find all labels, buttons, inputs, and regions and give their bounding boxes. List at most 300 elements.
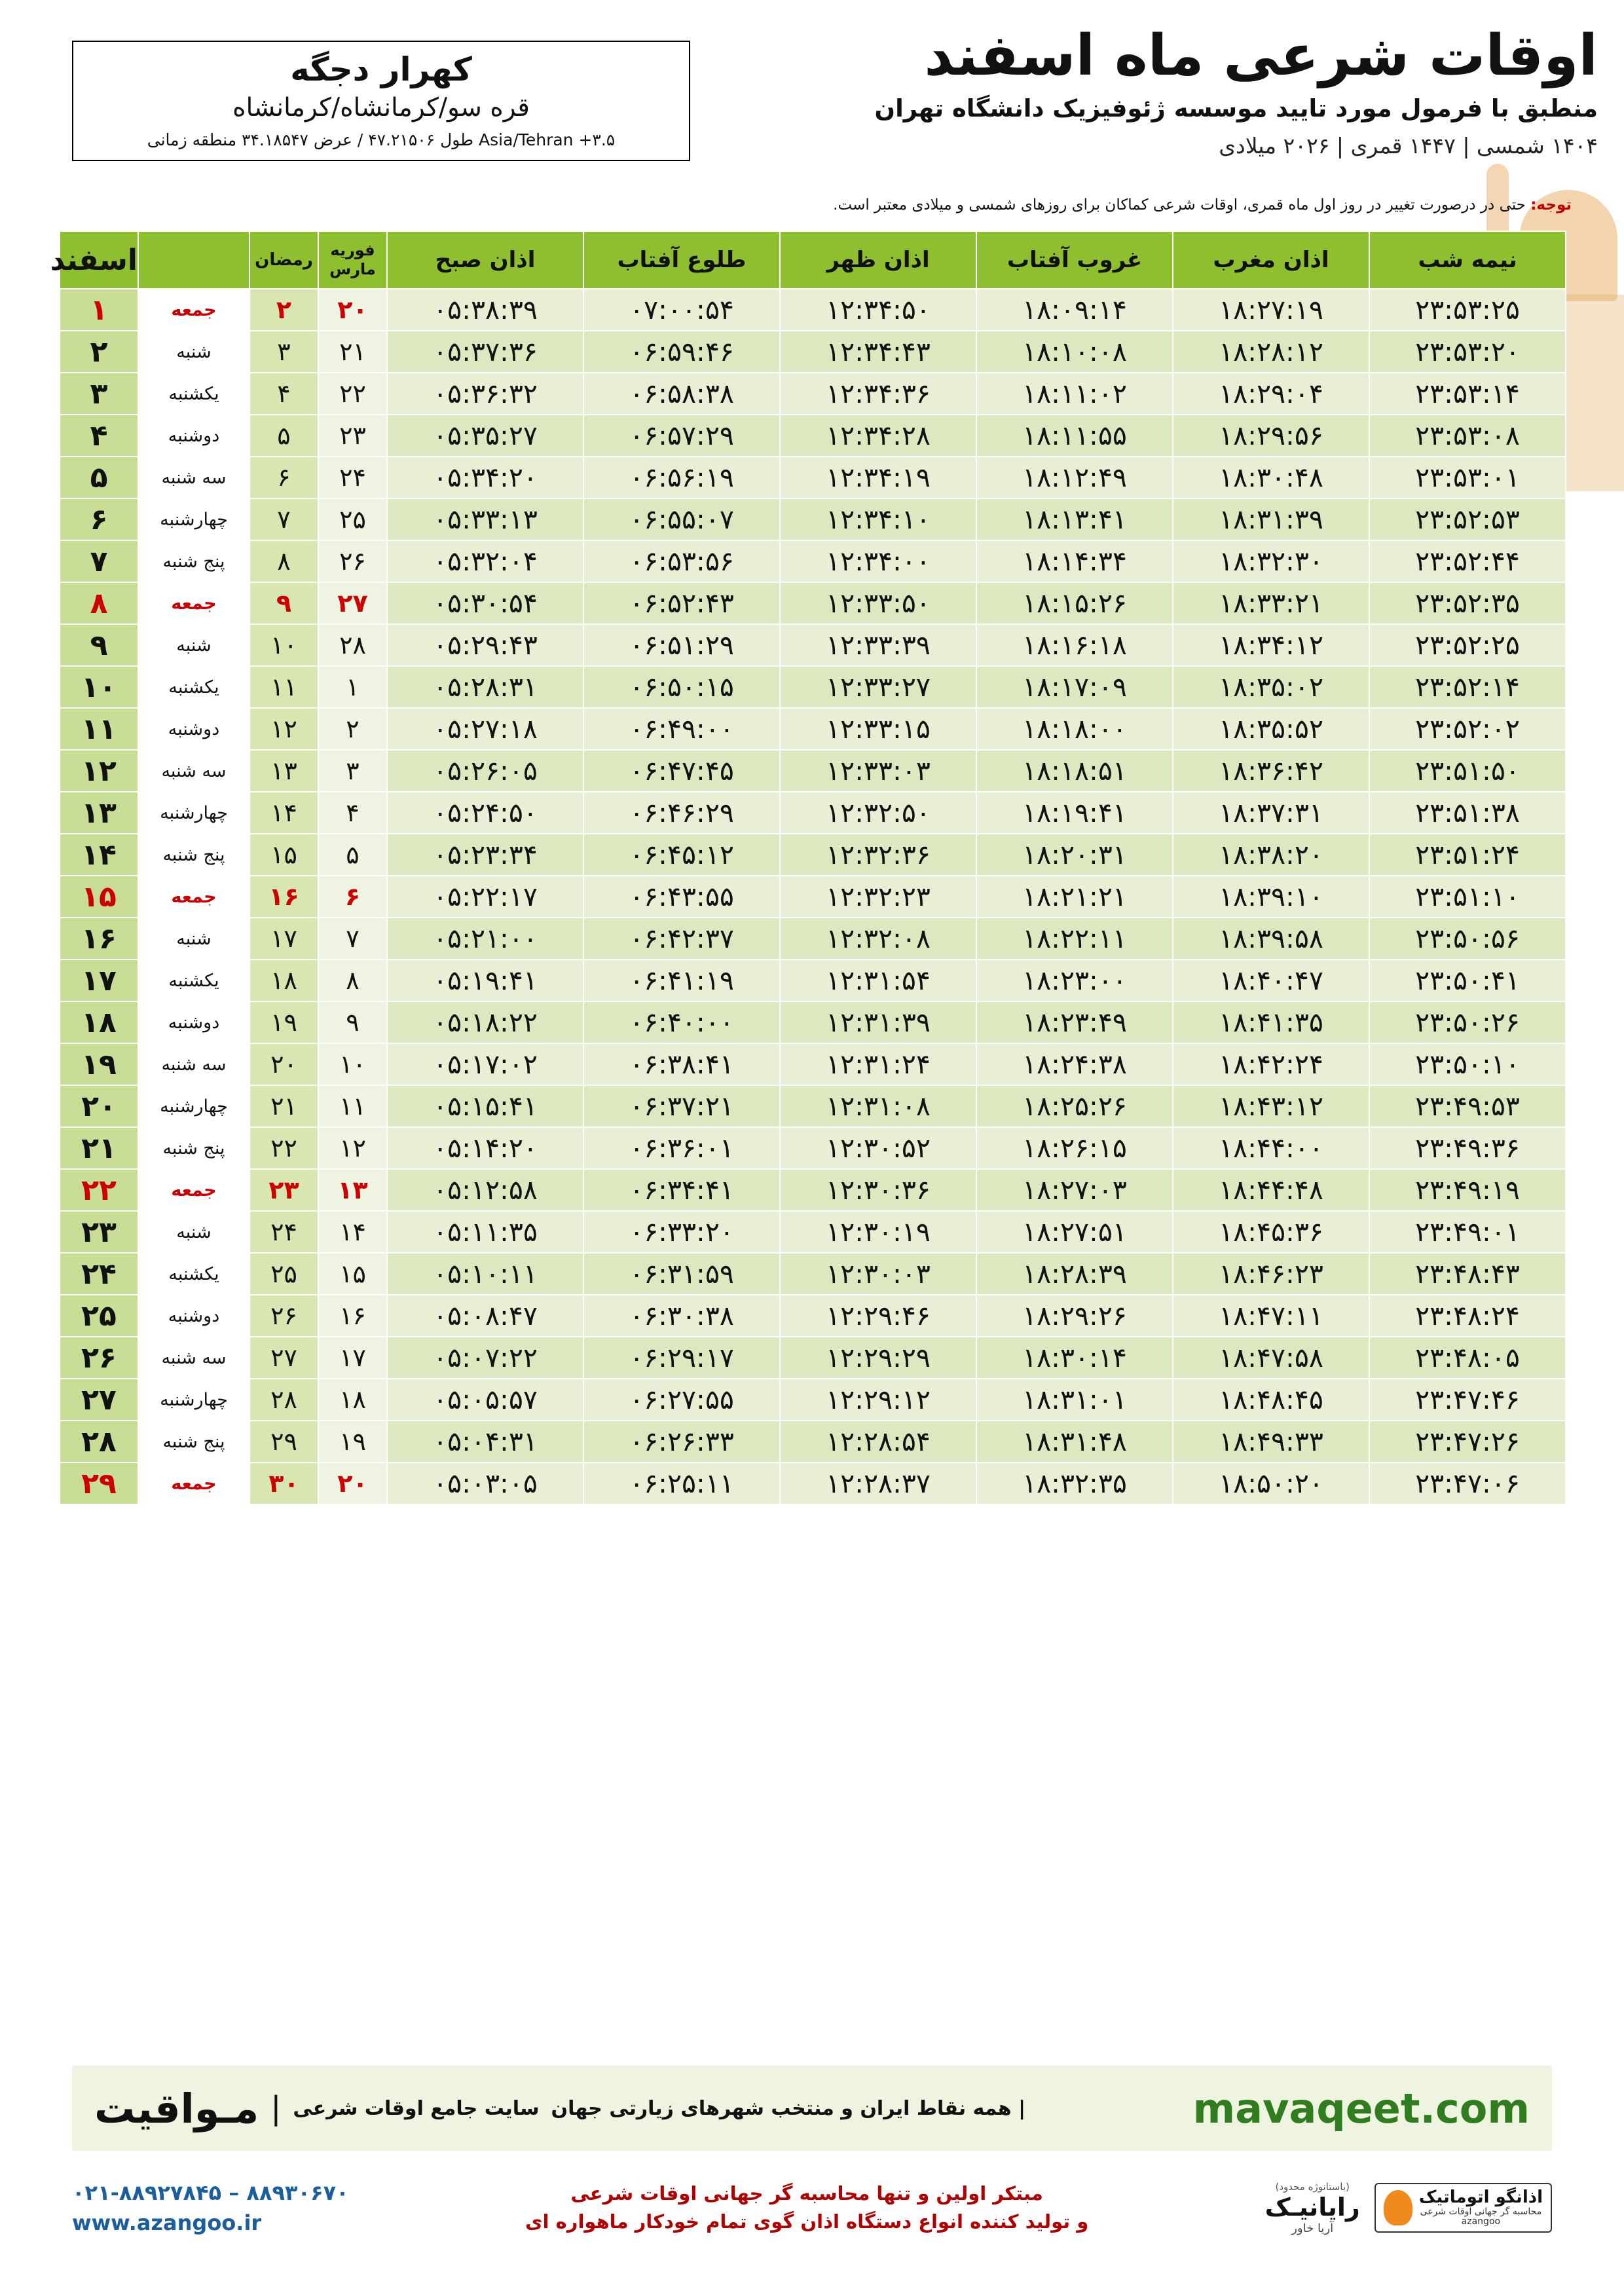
cell-sunset: ۱۸:۲۴:۳۸ [976,1043,1173,1085]
cell-midnight: ۲۳:۵۰:۵۶ [1369,918,1566,959]
cell-weekday: پنج شنبه [138,1421,249,1462]
cell-gregorian: ۳ [318,750,387,792]
cell-hijri: ۱۶ [249,876,318,918]
cell-fajr: ۰۵:۳۲:۰۴ [387,540,583,582]
cell-hijri: ۱۳ [249,750,318,792]
cell-sunset: ۱۸:۲۹:۲۶ [976,1295,1173,1337]
note-label: توجه: [1530,196,1572,214]
footer-website[interactable]: www.azangoo.ir [72,2210,262,2235]
table-row [60,1001,1566,1043]
cell-day-number: ۶ [60,498,138,540]
cell-sunrise: ۰۶:۲۵:۱۱ [583,1462,780,1504]
cell-sunrise: ۰۶:۳۰:۳۸ [583,1295,780,1337]
cell-fajr: ۰۵:۰۴:۳۱ [387,1421,583,1462]
cell-day-number: ۱۶ [60,918,138,959]
rayaneek-logo-top: (باستانوژه محدود) [1275,2180,1350,2193]
table-row [60,918,1566,959]
cell-maghrib: ۱۸:۴۴:۴۸ [1173,1169,1369,1211]
cell-gregorian: ۱۵ [318,1253,387,1295]
cell-fajr: ۰۵:۳۷:۳۶ [387,331,583,373]
table-row [60,959,1566,1001]
cell-day-number: ۲۶ [60,1337,138,1379]
cell-sunset: ۱۸:۱۸:۵۱ [976,750,1173,792]
cell-gregorian: ۲۶ [318,540,387,582]
cell-sunrise: ۰۶:۲۹:۱۷ [583,1337,780,1379]
prayer-times-table-wrap [50,231,1566,1505]
location-parent: قره سو/کرمانشاه/کرمانشاه [232,92,530,122]
cell-midnight: ۲۳:۵۲:۳۵ [1369,582,1566,624]
cell-fajr: ۰۵:۳۰:۵۴ [387,582,583,624]
cell-hijri: ۲۵ [249,1253,318,1295]
cell-weekday: سه شنبه [138,1043,249,1085]
cell-gregorian: ۱۸ [318,1379,387,1421]
cell-noon: ۱۲:۳۴:۴۳ [780,331,976,373]
cell-weekday: سه شنبه [138,1337,249,1379]
location-coordinates: طول ۴۷.۲۱۵۰۶ / عرض ۳۴.۱۸۵۴۷ منطقه زمانی Asia/Tehran +۳.۵ [147,130,616,149]
cell-midnight: ۲۳:۵۲:۲۵ [1369,624,1566,666]
cell-sunrise: ۰۶:۲۶:۳۳ [583,1421,780,1462]
cell-weekday: شنبه [138,624,249,666]
cell-day-number: ۲۵ [60,1295,138,1337]
cell-weekday: پنج شنبه [138,834,249,876]
cell-day-number: ۲۴ [60,1253,138,1295]
cell-sunset: ۱۸:۱۱:۵۵ [976,415,1173,456]
cell-sunrise: ۰۶:۵۰:۱۵ [583,666,780,708]
cell-weekday: چهارشنبه [138,1379,249,1421]
rayaneek-logo[interactable] [1265,2181,1360,2235]
cell-sunset: ۱۸:۳۲:۳۵ [976,1462,1173,1504]
cell-sunset: ۱۸:۲۷:۵۱ [976,1211,1173,1253]
cell-noon: ۱۲:۲۹:۲۹ [780,1337,976,1379]
cell-fajr: ۰۵:۲۹:۴۳ [387,624,583,666]
cell-sunset: ۱۸:۱۷:۰۹ [976,666,1173,708]
col-esfand: اسفند [60,231,138,289]
cell-sunset: ۱۸:۳۱:۴۸ [976,1421,1173,1462]
page-title: اوقات شرعی ماه اسفند [924,23,1598,88]
cell-day-number: ۳ [60,373,138,415]
cell-sunset: ۱۸:۳۰:۱۴ [976,1337,1173,1379]
cell-day-number: ۲ [60,331,138,373]
cell-maghrib: ۱۸:۳۵:۰۲ [1173,666,1369,708]
cell-sunrise: ۰۷:۰۰:۵۴ [583,289,780,331]
cell-midnight: ۲۳:۴۸:۴۳ [1369,1253,1566,1295]
cell-maghrib: ۱۸:۳۶:۴۲ [1173,750,1369,792]
cell-fajr: ۰۵:۳۸:۳۹ [387,289,583,331]
cell-weekday: شنبه [138,918,249,959]
azangoo-logo-text [1419,2188,1543,2227]
cell-weekday: جمعه [138,582,249,624]
cell-noon: ۱۲:۳۳:۱۵ [780,708,976,750]
cell-sunrise: ۰۶:۳۱:۵۹ [583,1253,780,1295]
cell-fajr: ۰۵:۱۸:۲۲ [387,1001,583,1043]
cell-noon: ۱۲:۳۰:۳۶ [780,1169,976,1211]
brand-separator: | [270,2090,282,2127]
cell-midnight: ۲۳:۴۷:۴۶ [1369,1379,1566,1421]
cell-gregorian: ۱۶ [318,1295,387,1337]
cell-sunset: ۱۸:۱۵:۲۶ [976,582,1173,624]
cell-sunrise: ۰۶:۴۲:۳۷ [583,918,780,959]
cell-maghrib: ۱۸:۴۶:۲۳ [1173,1253,1369,1295]
cell-fajr: ۰۵:۱۲:۵۸ [387,1169,583,1211]
col-midnight: نیمه شب [1369,231,1566,289]
cell-maghrib: ۱۸:۳۰:۴۸ [1173,456,1369,498]
cell-weekday: جمعه [138,1462,249,1504]
cell-midnight: ۲۳:۴۹:۱۹ [1369,1169,1566,1211]
cell-fajr: ۰۵:۲۱:۰۰ [387,918,583,959]
cell-maghrib: ۱۸:۴۲:۲۴ [1173,1043,1369,1085]
cell-fajr: ۰۵:۰۸:۴۷ [387,1295,583,1337]
cell-weekday: دوشنبه [138,415,249,456]
cell-noon: ۱۲:۳۱:۲۴ [780,1043,976,1085]
cell-weekday: شنبه [138,1211,249,1253]
page-header [0,0,1624,216]
cell-sunset: ۱۸:۲۲:۱۱ [976,918,1173,959]
cell-sunrise: ۰۶:۵۳:۵۶ [583,540,780,582]
cell-midnight: ۲۳:۵۱:۱۰ [1369,876,1566,918]
cell-gregorian: ۷ [318,918,387,959]
cell-noon: ۱۲:۲۹:۱۲ [780,1379,976,1421]
cell-gregorian: ۲۲ [318,373,387,415]
cell-gregorian: ۲ [318,708,387,750]
cell-hijri: ۵ [249,415,318,456]
cell-noon: ۱۲:۳۳:۲۷ [780,666,976,708]
cell-sunset: ۱۸:۲۶:۱۵ [976,1127,1173,1169]
cell-weekday: پنج شنبه [138,1127,249,1169]
cell-sunset: ۱۸:۲۷:۰۳ [976,1169,1173,1211]
cell-midnight: ۲۳:۵۱:۳۸ [1369,792,1566,834]
cell-day-number: ۲۲ [60,1169,138,1211]
cell-sunrise: ۰۶:۴۰:۰۰ [583,1001,780,1043]
cell-midnight: ۲۳:۵۰:۱۰ [1369,1043,1566,1085]
cell-day-number: ۲۱ [60,1127,138,1169]
cell-sunrise: ۰۶:۴۶:۲۹ [583,792,780,834]
cell-hijri: ۴ [249,373,318,415]
cell-sunset: ۱۸:۳۱:۰۱ [976,1379,1173,1421]
cell-noon: ۱۲:۲۸:۵۴ [780,1421,976,1462]
cell-sunset: ۱۸:۰۹:۱۴ [976,289,1173,331]
cell-maghrib: ۱۸:۲۸:۱۲ [1173,331,1369,373]
cell-maghrib: ۱۸:۴۳:۱۲ [1173,1085,1369,1127]
col-hijri: رمضان [249,231,318,289]
cell-fajr: ۰۵:۲۴:۵۰ [387,792,583,834]
table-header-row [60,231,1566,289]
cell-hijri: ۲۱ [249,1085,318,1127]
cell-maghrib: ۱۸:۳۹:۵۸ [1173,918,1369,959]
brand-desc: سایت جامع اوقات شرعی [293,2096,540,2120]
cell-day-number: ۲۰ [60,1085,138,1127]
cell-weekday: یکشنبه [138,959,249,1001]
cell-hijri: ۶ [249,456,318,498]
table-row [60,456,1566,498]
table-row [60,1379,1566,1421]
cell-day-number: ۹ [60,624,138,666]
cell-day-number: ۱۵ [60,876,138,918]
cell-day-number: ۷ [60,540,138,582]
cell-weekday: جمعه [138,289,249,331]
location-box [72,41,690,161]
cell-noon: ۱۲:۳۴:۱۰ [780,498,976,540]
cell-maghrib: ۱۸:۳۱:۳۹ [1173,498,1369,540]
cell-hijri: ۱۱ [249,666,318,708]
cell-sunrise: ۰۶:۵۸:۳۸ [583,373,780,415]
cell-midnight: ۲۳:۵۱:۵۰ [1369,750,1566,792]
cell-hijri: ۷ [249,498,318,540]
table-row [60,708,1566,750]
cell-noon: ۱۲:۳۱:۳۹ [780,1001,976,1043]
cell-noon: ۱۲:۳۴:۰۰ [780,540,976,582]
table-row [60,1295,1566,1337]
table-row [60,792,1566,834]
footer-slogan [525,2180,1088,2237]
brand-desc2: | همه نقاط ایران و منتخب شهرهای زیارتی جهان [551,2096,1026,2120]
cell-noon: ۱۲:۳۳:۰۳ [780,750,976,792]
cell-fajr: ۰۵:۱۵:۴۱ [387,1085,583,1127]
col-noon: اذان ظهر [780,231,976,289]
cell-fajr: ۰۵:۲۸:۳۱ [387,666,583,708]
cell-maghrib: ۱۸:۴۸:۴۵ [1173,1379,1369,1421]
cell-gregorian: ۲۳ [318,415,387,456]
table-row [60,289,1566,331]
footer-logos [1265,2181,1552,2235]
cell-weekday: دوشنبه [138,1001,249,1043]
footer-brand-bar [72,2066,1552,2151]
cell-maghrib: ۱۸:۲۹:۰۴ [1173,373,1369,415]
cell-sunset: ۱۸:۱۶:۱۸ [976,624,1173,666]
cell-sunset: ۱۸:۲۳:۴۹ [976,1001,1173,1043]
table-row [60,876,1566,918]
cell-day-number: ۱۴ [60,834,138,876]
cell-hijri: ۲۷ [249,1337,318,1379]
cell-gregorian: ۱۹ [318,1421,387,1462]
table-row [60,1211,1566,1253]
calendar-years: ۱۴۰۴ شمسی | ۱۴۴۷ قمری | ۲۰۲۶ میلادی [1219,133,1598,159]
cell-fajr: ۰۵:۳۴:۲۰ [387,456,583,498]
note-text: حتی در درصورت تغییر در روز اول ماه قمری، اوقات شرعی کماکان برای روزهای شمسی و میلادی معتبر است. [833,196,1526,214]
cell-midnight: ۲۳:۵۲:۰۲ [1369,708,1566,750]
cell-maghrib: ۱۸:۳۹:۱۰ [1173,876,1369,918]
cell-day-number: ۱۲ [60,750,138,792]
cell-day-number: ۲۸ [60,1421,138,1462]
cell-hijri: ۱۲ [249,708,318,750]
cell-gregorian: ۲۰ [318,1462,387,1504]
cell-fajr: ۰۵:۱۷:۰۲ [387,1043,583,1085]
cell-midnight: ۲۳:۵۰:۲۶ [1369,1001,1566,1043]
cell-sunset: ۱۸:۲۰:۳۱ [976,834,1173,876]
cell-hijri: ۱۹ [249,1001,318,1043]
cell-sunrise: ۰۶:۵۶:۱۹ [583,456,780,498]
azangoo-logo-sub: محاسبه گر جهانی اوقات شرعی [1420,2206,1542,2217]
cell-gregorian: ۶ [318,876,387,918]
cell-day-number: ۱۸ [60,1001,138,1043]
cell-weekday: چهارشنبه [138,498,249,540]
cell-sunrise: ۰۶:۴۹:۰۰ [583,708,780,750]
cell-weekday: یکشنبه [138,373,249,415]
cell-fajr: ۰۵:۲۷:۱۸ [387,708,583,750]
cell-hijri: ۹ [249,582,318,624]
cell-midnight: ۲۳:۴۷:۲۶ [1369,1421,1566,1462]
cell-hijri: ۱۴ [249,792,318,834]
page-subtitle: منطبق با فرمول مورد تایید موسسه ژئوفیزیک دانشگاه تهران [874,94,1598,123]
cell-midnight: ۲۳:۵۳:۰۱ [1369,456,1566,498]
cell-weekday: سه شنبه [138,456,249,498]
cell-sunrise: ۰۶:۴۷:۴۵ [583,750,780,792]
cell-gregorian: ۲۵ [318,498,387,540]
cell-gregorian: ۲۴ [318,456,387,498]
cell-sunset: ۱۸:۲۱:۲۱ [976,876,1173,918]
cell-sunrise: ۰۶:۵۷:۲۹ [583,415,780,456]
cell-hijri: ۱۸ [249,959,318,1001]
cell-day-number: ۱۱ [60,708,138,750]
cell-maghrib: ۱۸:۴۴:۰۰ [1173,1127,1369,1169]
cell-noon: ۱۲:۳۴:۲۸ [780,415,976,456]
cell-hijri: ۲۹ [249,1421,318,1462]
azangoo-logo[interactable] [1375,2183,1552,2232]
cell-sunrise: ۰۶:۳۷:۲۱ [583,1085,780,1127]
cell-gregorian: ۱۰ [318,1043,387,1085]
cell-gregorian: ۵ [318,834,387,876]
cell-day-number: ۴ [60,415,138,456]
cell-fajr: ۰۵:۳۶:۳۲ [387,373,583,415]
cell-weekday: یکشنبه [138,1253,249,1295]
table-row [60,834,1566,876]
rayaneek-logo-title: رایانیـک [1264,2192,1360,2222]
col-weekday [138,231,249,289]
cell-sunset: ۱۸:۱۹:۴۱ [976,792,1173,834]
cell-hijri: ۱۷ [249,918,318,959]
cell-maghrib: ۱۸:۳۷:۳۱ [1173,792,1369,834]
cell-hijri: ۲۲ [249,1127,318,1169]
cell-fajr: ۰۵:۰۵:۵۷ [387,1379,583,1421]
cell-weekday: چهارشنبه [138,792,249,834]
cell-hijri: ۲۸ [249,1379,318,1421]
cell-maghrib: ۱۸:۲۹:۵۶ [1173,415,1369,456]
cell-fajr: ۰۵:۳۵:۲۷ [387,415,583,456]
cell-fajr: ۰۵:۱۱:۳۵ [387,1211,583,1253]
table-row [60,373,1566,415]
cell-day-number: ۲۹ [60,1462,138,1504]
azangoo-logo-en: azangoo [1461,2216,1501,2227]
cell-midnight: ۲۳:۵۲:۵۳ [1369,498,1566,540]
cell-midnight: ۲۳:۴۷:۰۶ [1369,1462,1566,1504]
cell-sunset: ۱۸:۱۰:۰۸ [976,331,1173,373]
cell-midnight: ۲۳:۵۳:۲۵ [1369,289,1566,331]
table-row [60,582,1566,624]
cell-hijri: ۲۰ [249,1043,318,1085]
cell-sunset: ۱۸:۱۲:۴۹ [976,456,1173,498]
cell-gregorian: ۲۷ [318,582,387,624]
table-body [60,289,1566,1504]
col-fajr: اذان صبح [387,231,583,289]
cell-gregorian: ۱۴ [318,1211,387,1253]
cell-noon: ۱۲:۳۴:۵۰ [780,289,976,331]
cell-sunrise: ۰۶:۴۵:۱۲ [583,834,780,876]
cell-sunrise: ۰۶:۳۸:۴۱ [583,1043,780,1085]
cell-midnight: ۲۳:۵۱:۲۴ [1369,834,1566,876]
cell-noon: ۱۲:۳۰:۵۲ [780,1127,976,1169]
cell-noon: ۱۲:۳۴:۳۶ [780,373,976,415]
cell-midnight: ۲۳:۵۰:۴۱ [1369,959,1566,1001]
cell-maghrib: ۱۸:۳۸:۲۰ [1173,834,1369,876]
cell-midnight: ۲۳:۴۹:۵۳ [1369,1085,1566,1127]
table-row [60,1462,1566,1504]
cell-noon: ۱۲:۳۲:۳۶ [780,834,976,876]
brand-name-fa: مـواقیت [94,2084,259,2132]
azangoo-logo-title: اذانگو اتوماتیک [1418,2187,1543,2208]
cell-day-number: ۱۰ [60,666,138,708]
cell-sunrise: ۰۶:۵۹:۴۶ [583,331,780,373]
cell-sunrise: ۰۶:۴۳:۵۵ [583,876,780,918]
cell-hijri: ۲۶ [249,1295,318,1337]
table-row [60,1043,1566,1085]
cell-gregorian: ۸ [318,959,387,1001]
footer-info-bar [72,2159,1552,2257]
cell-maghrib: ۱۸:۴۹:۳۳ [1173,1421,1369,1462]
cell-noon: ۱۲:۳۲:۵۰ [780,792,976,834]
title-block [792,23,1598,159]
cell-gregorian: ۱۳ [318,1169,387,1211]
cell-hijri: ۲۴ [249,1211,318,1253]
cell-gregorian: ۱۲ [318,1127,387,1169]
table-row [60,666,1566,708]
site-url[interactable]: mavaqeet.com [1192,2084,1530,2132]
cell-fajr: ۰۵:۱۹:۴۱ [387,959,583,1001]
footer-contact [72,2178,349,2239]
table-row [60,750,1566,792]
table-row [60,1085,1566,1127]
brand-group [94,2085,1025,2132]
cell-gregorian: ۴ [318,792,387,834]
cell-sunrise: ۰۶:۲۷:۵۵ [583,1379,780,1421]
cell-sunrise: ۰۶:۵۵:۰۷ [583,498,780,540]
cell-day-number: ۸ [60,582,138,624]
cell-day-number: ۲۳ [60,1211,138,1253]
cell-fajr: ۰۵:۱۰:۱۱ [387,1253,583,1295]
cell-hijri: ۲۳ [249,1169,318,1211]
cell-day-number: ۱۷ [60,959,138,1001]
cell-sunset: ۱۸:۲۸:۳۹ [976,1253,1173,1295]
table-row [60,624,1566,666]
cell-sunset: ۱۸:۲۵:۲۶ [976,1085,1173,1127]
cell-noon: ۱۲:۲۹:۴۶ [780,1295,976,1337]
cell-midnight: ۲۳:۴۹:۰۱ [1369,1211,1566,1253]
cell-weekday: یکشنبه [138,666,249,708]
cell-midnight: ۲۳:۵۳:۲۰ [1369,331,1566,373]
cell-weekday: جمعه [138,876,249,918]
cell-fajr: ۰۵:۱۴:۲۰ [387,1127,583,1169]
cell-hijri: ۱۰ [249,624,318,666]
table-row [60,1421,1566,1462]
cell-day-number: ۱۹ [60,1043,138,1085]
cell-fajr: ۰۵:۲۲:۱۷ [387,876,583,918]
cell-weekday: چهارشنبه [138,1085,249,1127]
cell-gregorian: ۲۸ [318,624,387,666]
cell-sunrise: ۰۶:۳۴:۴۱ [583,1169,780,1211]
cell-hijri: ۱۵ [249,834,318,876]
cell-hijri: ۳ [249,331,318,373]
cell-maghrib: ۱۸:۳۲:۳۰ [1173,540,1369,582]
table-row [60,540,1566,582]
cell-noon: ۱۲:۳۱:۰۸ [780,1085,976,1127]
cell-sunrise: ۰۶:۳۳:۲۰ [583,1211,780,1253]
cell-fajr: ۰۵:۲۳:۳۴ [387,834,583,876]
cell-noon: ۱۲:۳۳:۵۰ [780,582,976,624]
cell-weekday: دوشنبه [138,708,249,750]
cell-fajr: ۰۵:۰۷:۲۲ [387,1337,583,1379]
cell-maghrib: ۱۸:۴۷:۱۱ [1173,1295,1369,1337]
footer-slogan-line2: و تولید کننده انواع دستگاه اذان گوی تمام خودکار ماهواره ای [525,2210,1089,2233]
cell-gregorian: ۲۰ [318,289,387,331]
note-line [72,196,1572,214]
